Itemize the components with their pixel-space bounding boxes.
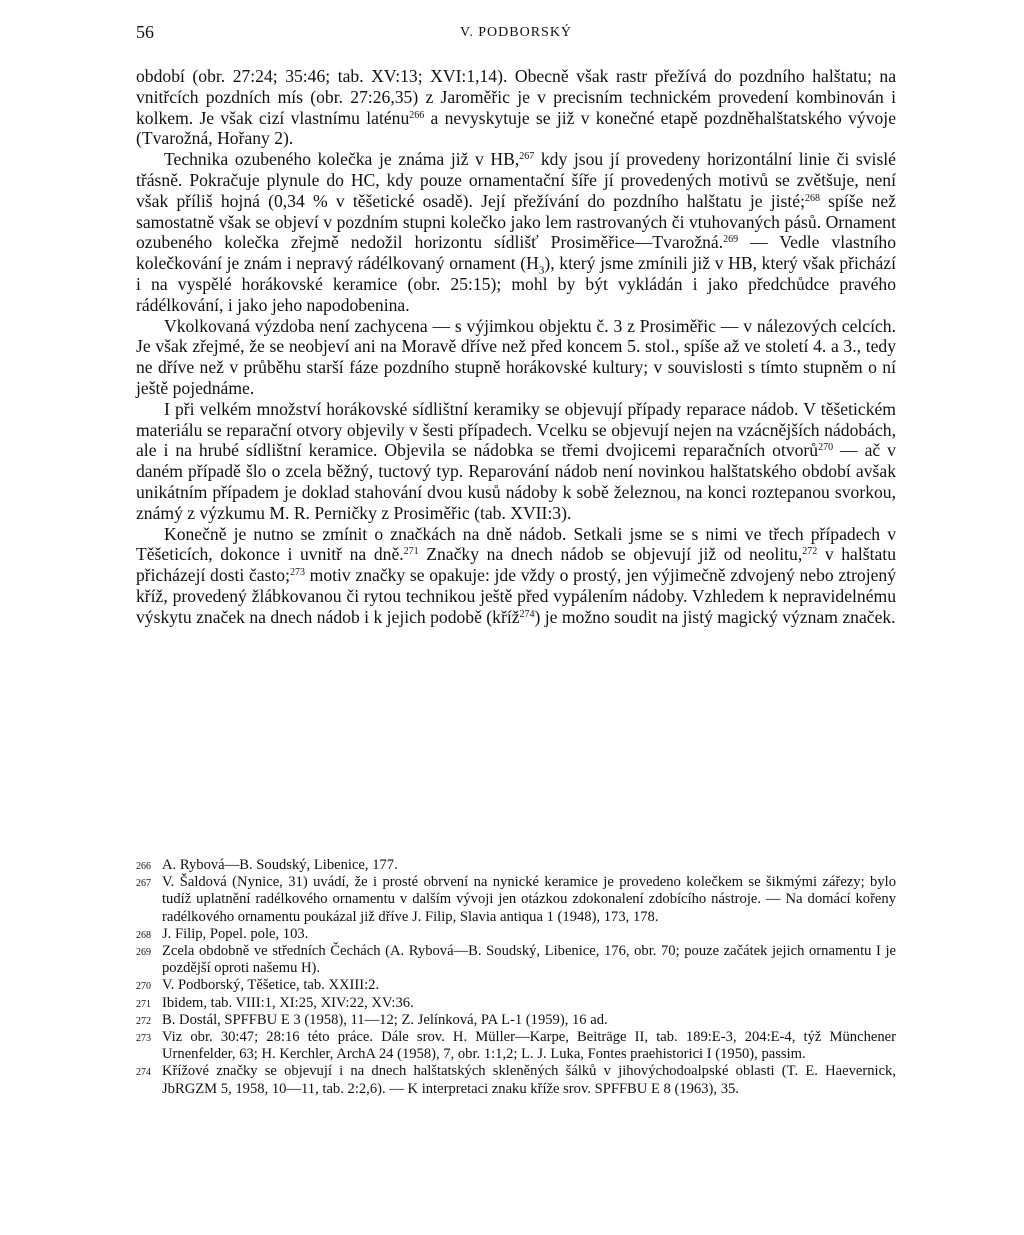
footnote (136, 857, 896, 874)
text-run: Technika ozubeného kolečka je známa již v HB, (164, 149, 520, 170)
text-run: ) je možno soudit na jistý magický význam značek. (534, 606, 896, 627)
footnote-ref: 269 (723, 234, 739, 246)
footnote-text: Ibidem, tab. VIII:1, XI:25, XIV:22, XV:36. (162, 994, 414, 1011)
footnote-text: V. Šaldová (Nynice, 31) uvádí, že i prosté obrvení na nynické keramice je provedeno kolečkem se šikmými zářezy; bylo tudíž uplatnění radélkového ornamentu v dalším vývoji jen otázkou zdokonalení zdobícího nástroje. — Na domácí kořeny radélkového ornamentu poukázal již dříve J. Filip, Slavia antiqua 1 (1948), 173, 178. (162, 874, 896, 925)
page-header (136, 22, 896, 46)
footnote (136, 874, 896, 926)
paragraph (136, 524, 896, 628)
footnote (136, 1063, 896, 1097)
footnote-text: Zcela obdobně ve středních Čechách (A. Rybová—B. Soudský, Libenice, 176, obr. 70; pouze začátek jejich ornamentu I je pozdější oproti našemu H). (162, 943, 896, 977)
footnotes (136, 857, 896, 1098)
footnote (136, 1012, 896, 1029)
footnote-ref: 274 (519, 608, 535, 620)
footnote-text: A. Rybová—B. Soudský, Libenice, 177. (162, 857, 398, 873)
footnote (136, 995, 896, 1012)
paragraph (136, 316, 896, 399)
footnote-number: 268 (136, 929, 151, 941)
footnote-text: Křížové značky se objevují i na dnech halštatských skleněných šálků v jihovýchodoalpské oblasti (T. E. Haevernick, JbRGZM 5, 1958, 10—11, tab. 2:2,6). — K interpretaci znaku kříže srov. SPFFBU E 8 (1963), 35. (162, 1063, 896, 1097)
text-run: spíše než samostatně však se objeví v pozdním stupni kolečko jako lem rastrovaných či vtuhovaných pásů. Ornament ozubeného kolečka zřejmě nedožil horizontu sídlišť Prosiměřice—Tvarožná. (136, 190, 896, 253)
text-run: I při velkém množství horákovské sídlištní keramiky se objevují případy reparace nádob. V těšetickém materiálu se reparační otvory objevily v šesti případech. Vcelku se objevují nejen na vzácnějších nádobách, ale i na hrubé sídlištní keramice. Objevila se nádobka se třemi dvojicemi reparačních otvorů (136, 398, 896, 461)
text-run: Konečně je nutno se zmínit o značkách na dně nádob. Setkali jsme se s nimi ve třech případech v Těšeticích, dokonce i uvnitř na dně. (136, 523, 896, 565)
footnote (136, 926, 896, 943)
footnote-text: B. Dostál, SPFFBU E 3 (1958), 11—12; Z. Jelínková, PA L-1 (1959), 16 ad. (162, 1011, 608, 1028)
footnote (136, 1029, 896, 1063)
text-run: — Vedle vlastního kolečkování je znám i nepravý rádélkovaný ornament (H (136, 232, 896, 274)
footnote-text: V. Podborský, Těšetice, tab. XXIII:2. (162, 977, 380, 994)
footnote-number: 270 (136, 981, 151, 993)
footnote-number: 266 (136, 861, 151, 872)
text-run: Vkolkovaná výzdoba není zachycena — s výjimkou objektu č. 3 z Prosiměřic — v nálezových celcích. Je však zřejmé, že se neobjeví ani na Moravě dříve než před koncem 5. stol., spíše až ve století 4. a 3., tedy ne dříve než v průběhu starší fáze pozdního stupně horákovské kultury; v souvislosti s tímto stupněm o ní ještě pojednáme. (136, 315, 896, 398)
footnote-number: 269 (136, 947, 151, 959)
footnote-ref: 272 (802, 546, 818, 558)
footnote-ref: 271 (403, 546, 419, 558)
footnote-ref: 273 (289, 567, 305, 579)
text-run: — ač v daném případě šlo o zcela běžný, tuctový typ. Reparování nádob není novinkou halštatského období avšak unikátním případem je doklad stahování dvou kusů nádoby k sobě železnou, na konci roztepanou svorkou, známý z výzkumu M. R. Perničky z Prosiměřic (tab. XVII:3). (136, 440, 896, 523)
text-run: motiv značky se opakuje: jde vždy o prostý, jen výjimečně zdvojený nebo ztrojený kříž, provedený žlábkovanou či rytou technikou ještě před vypálením nádoby. Vzhledem k nepravidelnému výskytu značek na dnech nádob i k jejich podobě (kříž (136, 565, 896, 627)
text-run: ), který jsme zmínili již v HB, který však přichází i na vyspělé horákovské keramice (obr. 25:15); mohl by být vykládán i jako předchůdce pravého rádélkování, i jako jeho napodobenina. (136, 253, 897, 315)
text-run: Značky na dnech nádob se objevují již od neolitu, (418, 544, 803, 565)
text-run: a nevyskytuje se již v konečné etapě pozdněhalštatského vývoje (Tvarožná, Hořany 2). (136, 107, 896, 149)
paragraph (136, 149, 896, 315)
text-run: v halštatu přicházejí dosti často; (136, 544, 896, 586)
text-run: období (obr. 27:24; 35:46; tab. XV:13; XVI:1,14). Obecně však rastr přežívá do pozdního halštatu; na vnitřcích pozdních mís (obr. 27:26,35) z Jaroměřic je v precisním technickém provedení kombinován i kolkem. Je však cizí vlastnímu laténu (136, 66, 896, 128)
footnote (136, 943, 896, 977)
footnote-number: 267 (136, 878, 151, 890)
footnote (136, 977, 896, 994)
footnote-ref: 270 (818, 442, 834, 454)
footnote-number: 272 (136, 1015, 151, 1027)
footnote-ref: 268 (804, 192, 820, 204)
footnote-number: 273 (136, 1033, 151, 1045)
footnote-text: J. Filip, Popel. pole, 103. (162, 925, 309, 942)
paragraph (136, 66, 896, 149)
footnote-ref: 267 (519, 151, 535, 163)
footnote-text: Viz obr. 30:47; 28:16 této práce. Dále srov. H. Müller—Karpe, Beiträge II, tab. 189:E-3, 204:E-4, týž Münchener Urnenfelder, 63; H. Kerchler, ArchA 24 (1958), 7, obr. 1:1,2; L. J. Luka, Fontes praehistorici I (1950), passim. (162, 1029, 896, 1063)
subscript: 3 (538, 264, 545, 277)
page-number: 56 (136, 22, 154, 42)
footnote-ref: 266 (409, 109, 425, 121)
text-run: kdy jsou jí provedeny horizontální linie či svislé třásně. Pokračuje plynule do HC, kdy pouze ornamentační šíře jí provedených motivů se zvětšuje, není však příliš hojná (0,34 % v těšetické osadě). Její přežívání do pozdního halštatu je jisté; (136, 149, 896, 211)
running-head: V. PODBORSKÝ (459, 25, 573, 40)
paragraph (136, 399, 896, 524)
footnote-number: 274 (136, 1067, 151, 1079)
footnote-number: 271 (136, 998, 151, 1010)
body-text (136, 66, 896, 628)
